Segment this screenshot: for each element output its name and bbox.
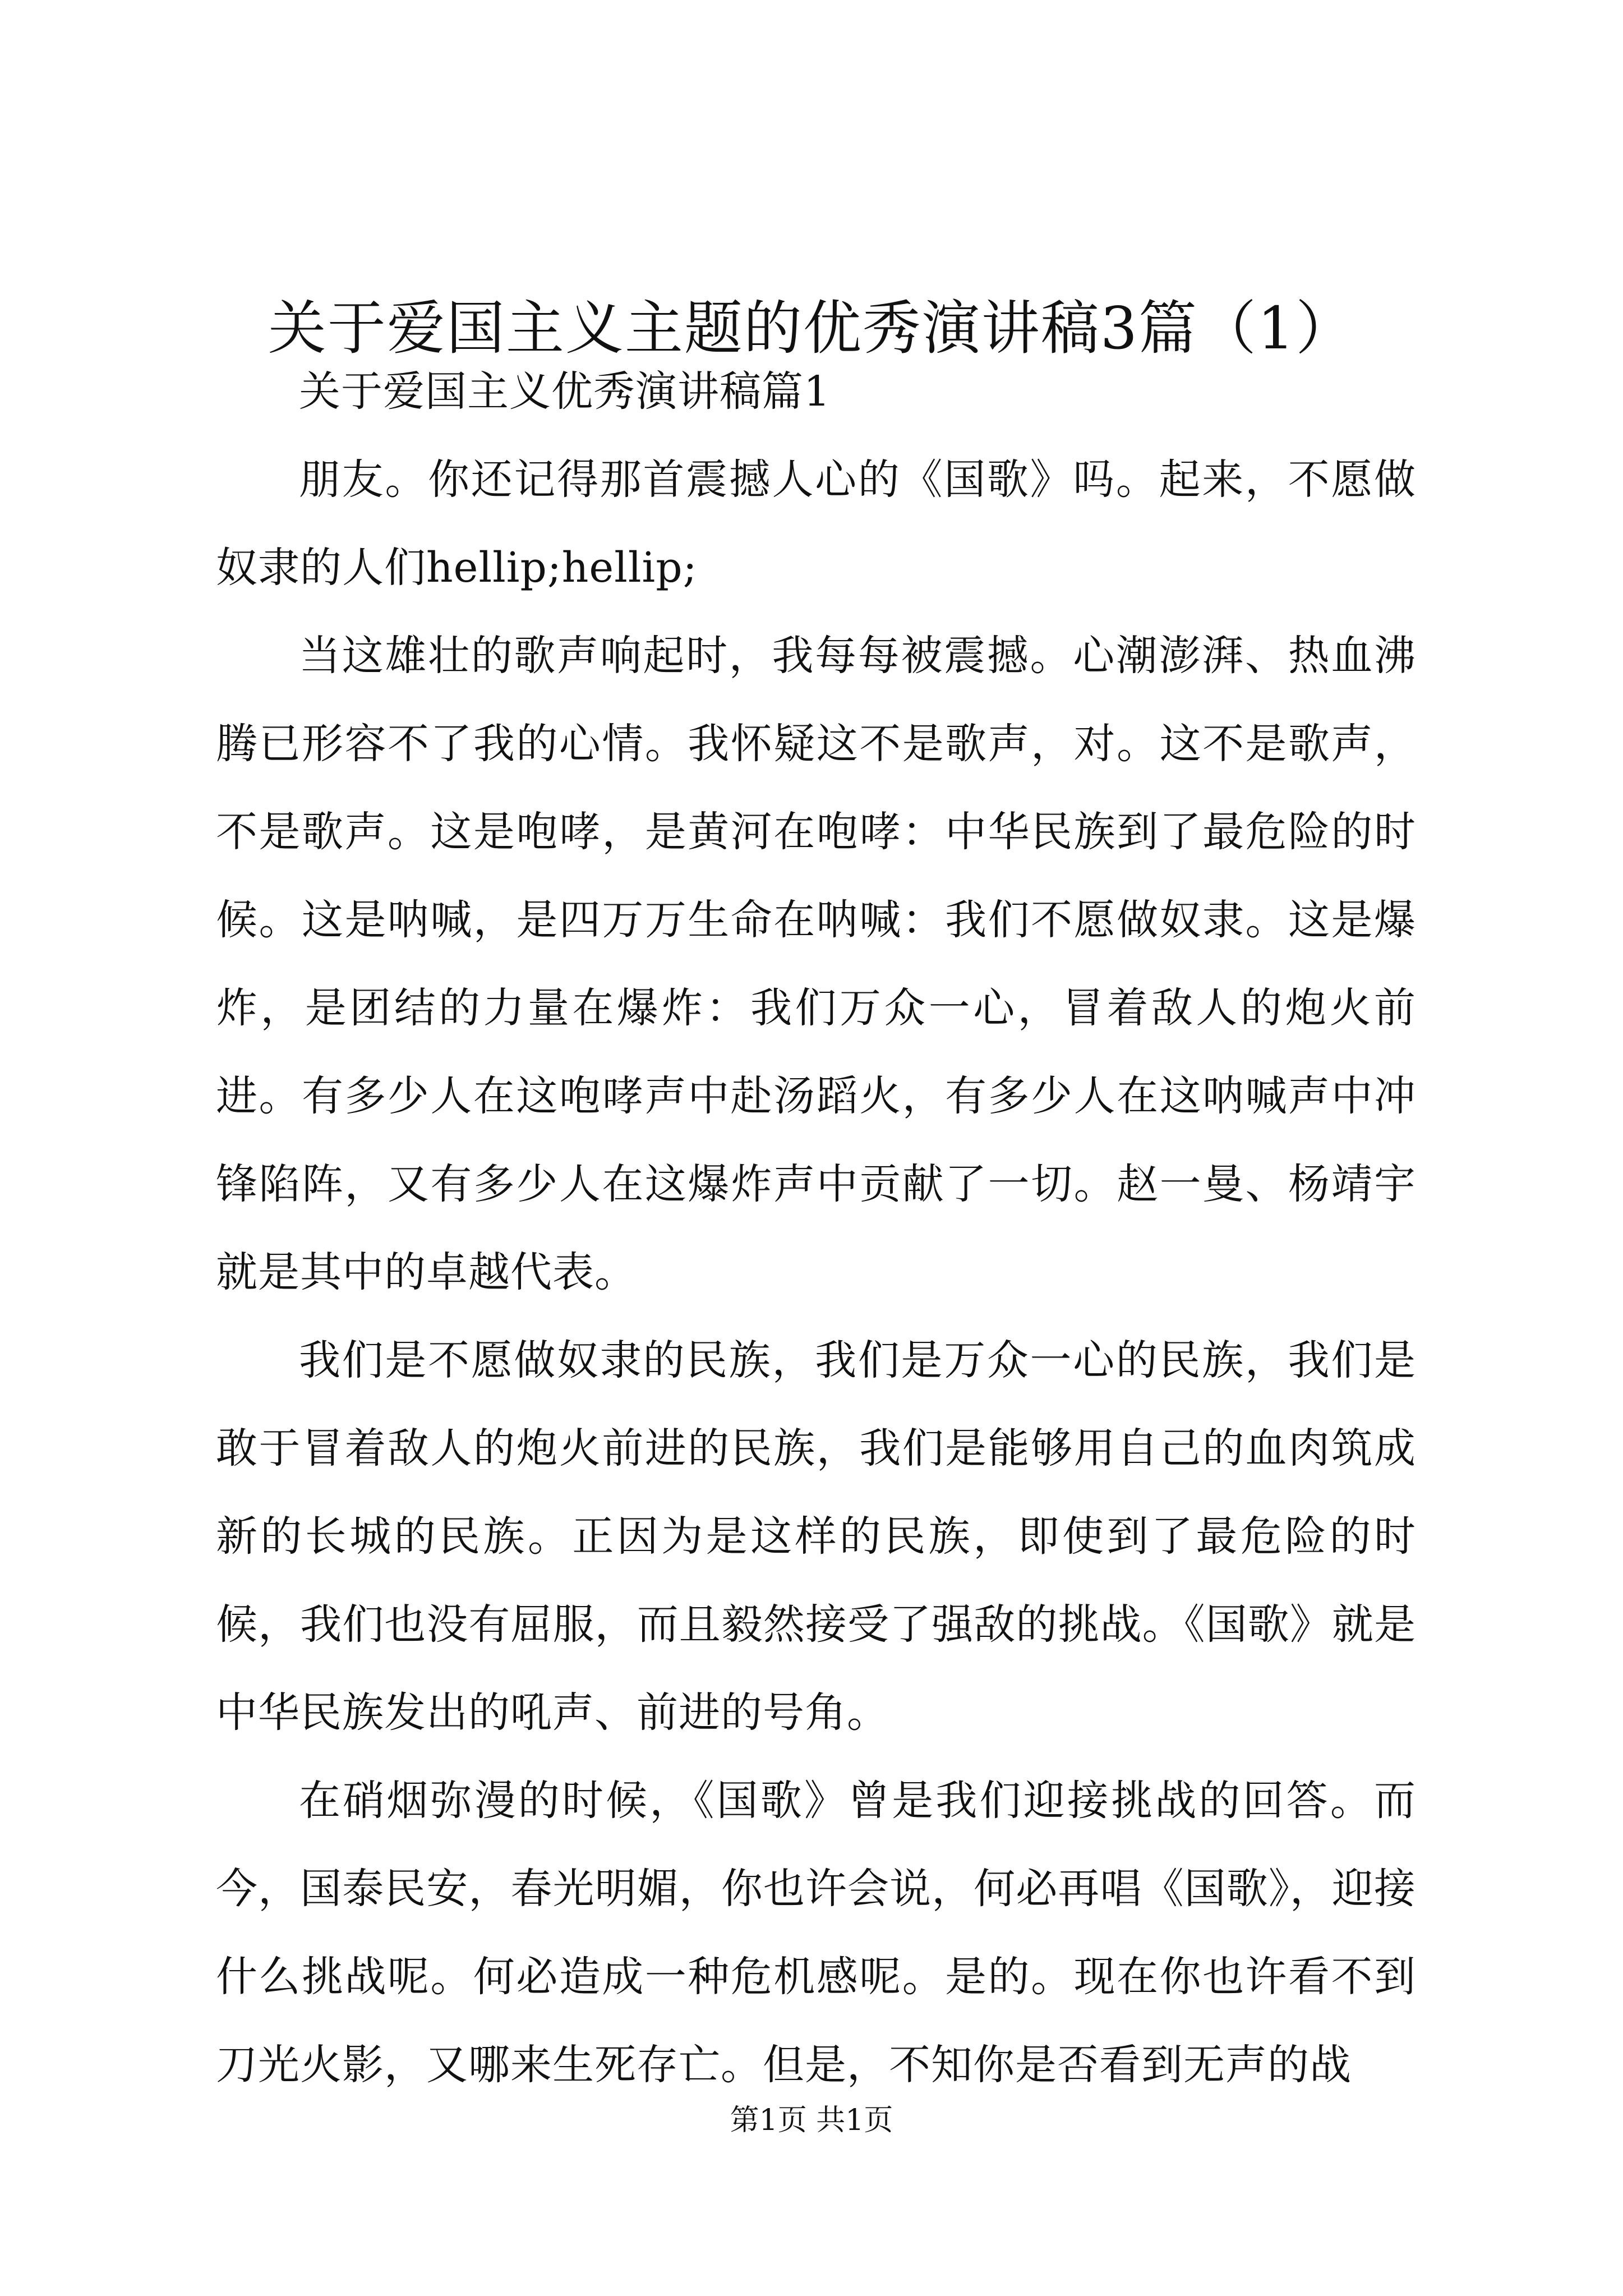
page-footer: 第1页 共1页 bbox=[730, 2104, 893, 2137]
paragraph: 在硝烟弥漫的时候，《国歌》曾是我们迎接挑战的回答。而今，国泰民安，春光明媚，你也许会说，何必再唱《国歌》，迎接什么挑战呢。何必造成一种危机感呢。是的。现在你也许看不到刀光火影，又哪来生死存亡。但是，不知你是否看到无声的战 bbox=[216, 1777, 1416, 2089]
document-title: 关于爱国主义主题的优秀演讲稿3篇（1） bbox=[268, 294, 1355, 362]
section-heading: 关于爱国主义优秀演讲稿篇1 bbox=[299, 367, 831, 416]
paragraph: 朋友。你还记得那首震撼人心的《国歌》吗。起来，不愿做奴隶的人们hellip;hellip; bbox=[216, 455, 1416, 592]
document-body bbox=[216, 348, 1416, 2109]
paragraph: 我们是不愿做奴隶的民族，我们是万众一心的民族，我们是敢于冒着敌人的炮火前进的民族，我们是能够用自己的血肉筑成新的长城的民族。正因为是这样的民族，即使到了最危险的时候，我们也没有屈服，而且毅然接受了强敌的挑战。《国歌》就是中华民族发出的吼声、前进的号角。 bbox=[216, 1336, 1416, 1737]
paragraph: 当这雄壮的歌声响起时，我每每被震撼。心潮澎湃、热血沸腾已形容不了我的心情。我怀疑这不是歌声，对。这不是歌声，不是歌声。这是咆哮，是黄河在咆哮：中华民族到了最危险的时候。这是呐喊，是四万万生命在呐喊：我们不愿做奴隶。这是爆炸，是团结的力量在爆炸：我们万众一心，冒着敌人的炮火前进。有多少人在这咆哮声中赴汤蹈火，有多少人在这呐喊声中冲锋陷阵，又有多少人在这爆炸声中贡献了一切。赵一曼、杨靖宇就是其中的卓越代表。 bbox=[216, 632, 1416, 1296]
